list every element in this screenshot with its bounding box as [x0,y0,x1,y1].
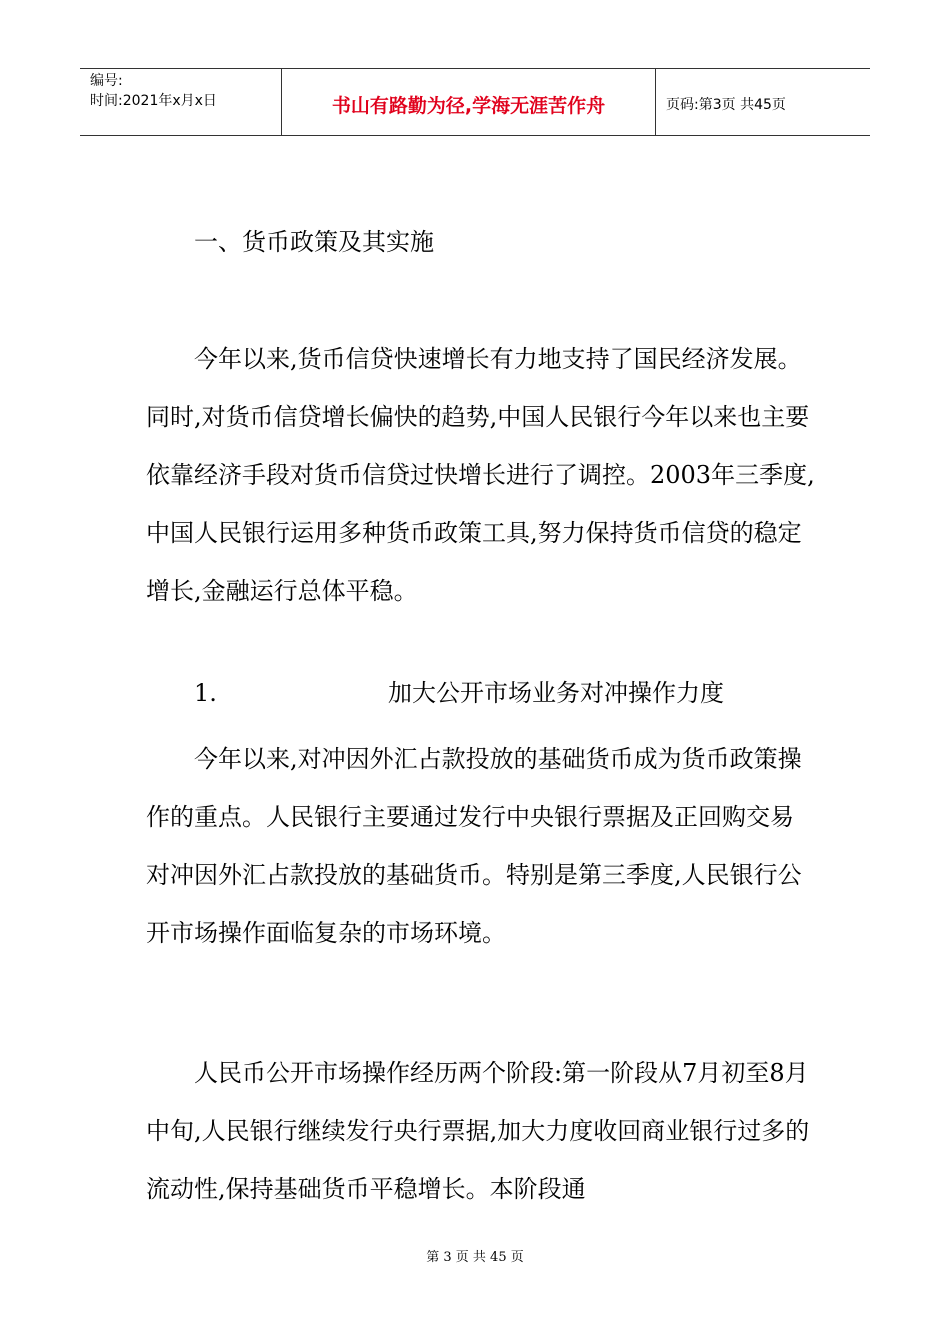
paragraph-3: 人民币公开市场操作经历两个阶段:第一阶段从7月初至8月中旬,人民银行继续发行央行票据,加大力度收回商业银行过多的流动性,保持基础货币平稳增长。本阶段通 [146,1059,810,1203]
header-time-label: 时间:2021年x月x日 [90,93,217,109]
document-header [80,68,870,136]
subsection-number: 1. [194,679,217,707]
page-footer: 第 3 页 共 45 页 [426,1250,524,1265]
section-title: 一、货币政策及其实施 [194,228,434,256]
header-meta [80,69,282,135]
subsection-heading [194,664,816,722]
header-page-info: 页码:第3页 共45页 [666,97,786,113]
paragraph-1: 今年以来,货币信贷快速增长有力地支持了国民经济发展。同时,对货币信贷增长偏快的趋势,中国人民银行今年以来也主要依靠经济手段对货币信贷过快增长进行了调控。2003年三季度,中国人民银行运用多种货币政策工具,努力保持货币信贷的稳定增长,金融运行总体平稳。 [146,345,815,605]
header-motto: 书山有路勤为径,学海无涯苦作舟 [282,69,656,135]
paragraph-2: 今年以来,对冲因外汇占款投放的基础货币成为货币政策操作的重点。人民银行主要通过发行中央银行票据及正回购交易对冲因外汇占款投放的基础货币。特别是第三季度,人民银行公开市场操作面临复杂的市场环境。 [146,745,802,947]
header-number-label: 编号: [90,73,123,89]
subsection-title: 加大公开市场业务对冲操作力度 [388,679,724,707]
